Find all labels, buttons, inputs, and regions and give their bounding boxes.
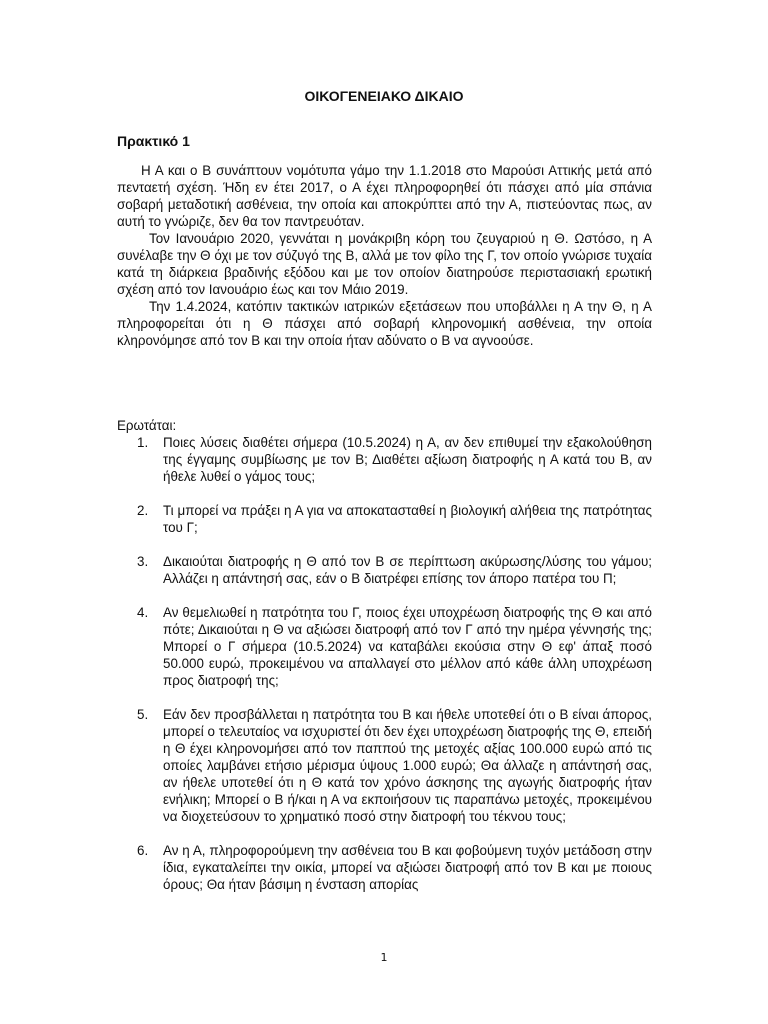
question-item [117,706,652,825]
question-item [117,604,652,689]
paragraph: Η Α και ο Β συνάπτουν νομότυπα γάμο την 1.1.2018 στο Μαρούσι Αττικής μετά από πενταετή σχέση. Ήδη εν έτει 2017, ο Α έχει πληροφορηθεί ότι πάσχει από μία σπάνια σοβαρή μεταδοτική ασθένεια, την οποία και αποκρύπτει από την Α, πιστεύοντας πως, αν αυτή το γνώριζε, δεν θα τον παντρευόταν. [117,163,652,229]
page-number: 1 [380,951,388,964]
question-number: 6. [137,843,149,858]
document-title: ΟΙΚΟΓΕΝΕΙΑΚΟ ΔΙΚΑΙΟ [304,88,464,104]
section-heading: Πρακτικό 1 [117,133,190,149]
question-number: 1. [137,435,149,450]
question-text: Αν θεμελιωθεί η πατρότητα του Γ, ποιος έχει υποχρέωση διατροφής της Θ και από πότε; Δικαιούται η Θ να αξιώσει διατροφή από τον Γ από την ημέρα γέννησής της; Μπορεί ο Γ σήμερα (10.5.2024) να καταβάλει εκούσια στην Θ εφ' άπαξ ποσό 50.000 ευρώ, προκειμένου να απαλλαγεί στο μέλλον από κάθε άλλη υποχρέωση προς διατροφή της; [163,605,652,688]
paragraph: Την 1.4.2024, κατόπιν τακτικών ιατρικών εξετάσεων που υποβάλλει η Α την Θ, η Α πληροφορείται ότι η Θ πάσχει από σοβαρή κληρονομική ασθένεια, την οποία κληρονόμησε από τον Β και την οποία ήταν αδύνατο ο Β να αγνοούσε. [117,299,652,348]
question-item [117,553,652,587]
question-item [117,842,652,893]
question-number: 2. [137,503,149,518]
question-number: 5. [137,707,149,722]
question-text: Δικαιούται διατροφής η Θ από τον Β σε περίπτωση ακύρωσης/λύσης του γάμου; Αλλάζει η απάντησή σας, εάν ο Β διατρέφει επίσης τον άπορο πατέρα του Π; [163,554,652,586]
question-text: Εάν δεν προσβάλλεται η πατρότητα του Β και ήθελε υποτεθεί ότι ο Β είναι άπορος, μπορεί ο τελευταίος να ισχυριστεί ότι δεν έχει υποχρέωση διατροφής της Θ, επειδή η Θ έχει κληρονομήσει από τον παππού της μετοχές αξίας 100.000 ευρώ από τις οποίες λαμβάνει ετήσιο μέρισμα ύψους 1.000 ευρώ; Θα άλλαζε η απάντησή σας, αν ήθελε υποτεθεί ότι η Θ κατά τον χρόνο άσκησης της αγωγής διατροφής ήταν ενήλικη; Μπορεί ο Β ή/και η Α να εκποιήσουν τις παραπάνω μετοχές, προκειμένου να διοχετεύσουν το χρηματικό ποσό στην διατροφή του τέκνου τους; [163,707,652,824]
questions-list [117,434,652,910]
question-text: Αν η Α, πληροφορούμενη την ασθένεια του Β και φοβούμενη τυχόν μετάδοση στην ίδια, εγκαταλείπει την οικία, μπορεί να αξιώσει διατροφή από τον Β και με ποιους όρους; Θα ήταν βάσιμη η ένσταση απορίας [163,843,652,892]
question-number: 4. [137,605,149,620]
paragraph: Τον Ιανουάριο 2020, γεννάται η μονάκριβη κόρη του ζευγαριού η Θ. Ωστόσο, η Α συνέλαβε την Θ όχι με τον σύζυγό της Β, αλλά με τον φίλο της Γ, τον οποίο γνώρισε τυχαία κατά τη διάρκεια βραδινής εξόδου και με τον οποίον διατηρούσε περιστασιακή ερωτική σχέση από τον Ιανουάριο έως και τον Μάιο 2019. [117,231,652,297]
question-item [117,502,652,536]
case-facts [117,162,652,349]
question-number: 3. [137,554,149,569]
question-text: Τι μπορεί να πράξει η Α για να αποκατασταθεί η βιολογική αλήθεια της πατρότητας του Γ; [163,503,652,535]
question-text: Ποιες λύσεις διαθέτει σήμερα (10.5.2024) η Α, αν δεν επιθυμεί την εξακολούθηση της έγγαμης συμβίωσης με τον Β; Διαθέτει αξίωση διατροφής η Α κατά του Β, αν ήθελε λυθεί ο γάμος τους; [163,435,652,484]
question-item [117,434,652,485]
questions-label: Ερωτάται: [117,418,177,433]
